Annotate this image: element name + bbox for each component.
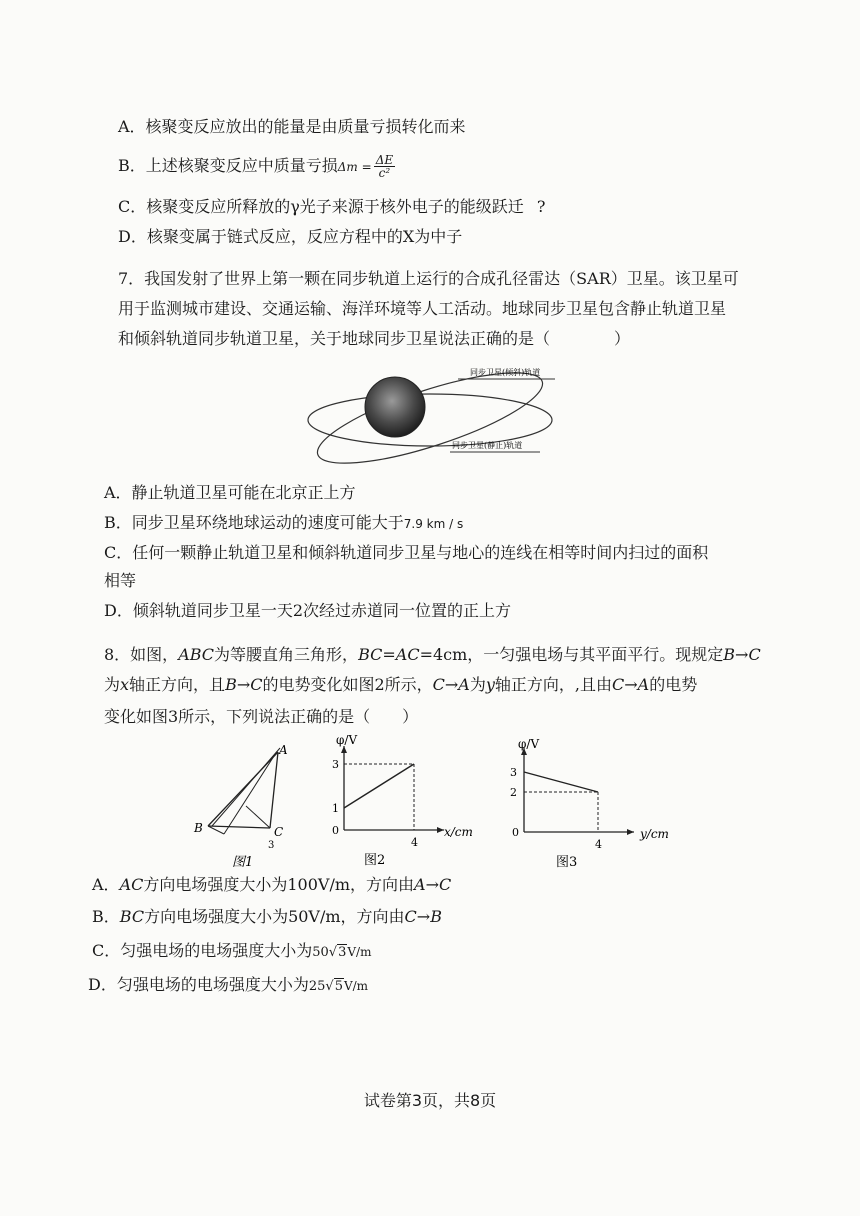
fig2-y-tick-3: 3	[332, 758, 339, 771]
q8-od-rad: 5	[334, 979, 343, 994]
fig2-series-line	[344, 764, 414, 808]
q8-stem-line-2	[104, 674, 697, 696]
q6-option-d: D．核聚变属于链式反应，反应方程中的X为中子	[118, 227, 463, 246]
q8-s2-x: x	[120, 675, 130, 694]
static-orbit-label: 同步卫星(静止)轨道	[452, 441, 523, 450]
q8-figure-2	[320, 730, 490, 872]
fig1-label-c: C	[274, 825, 284, 839]
fig3-ylabel: φ/V	[518, 737, 540, 751]
q6-option-b-lhs: Δm =	[337, 160, 372, 174]
fig1-label-b: B	[194, 821, 203, 835]
q8-stem-line-3: 变化如图3所示，下列说法正确的是（ ）	[104, 707, 419, 726]
fig2-x-tick-4: 4	[411, 836, 418, 849]
q8-option-a	[92, 874, 451, 896]
q8-s2-dir3: C→A	[612, 675, 650, 694]
page-footer: 试卷第3页，共8页	[363, 1091, 497, 1110]
q8-oc-unit: V/m	[347, 945, 372, 959]
q8-oc-rad: 3	[338, 945, 347, 960]
q8-oc-coef: 50	[312, 945, 329, 960]
q8-od-sqrt: 25√5	[308, 979, 343, 994]
q7-stem-line-2: 用于监测城市建设、交通运输、海洋环境等人工活动。地球同步卫星包含静止轨道卫星	[118, 299, 727, 318]
q6-option-b-denominator: c²	[378, 166, 391, 180]
q8-s2-b: 轴正方向，且	[129, 675, 226, 694]
q8-figure-3	[500, 732, 700, 874]
fig3-xlabel: y/cm	[640, 827, 669, 841]
q8-ob-ital: BC	[119, 907, 145, 926]
q6-option-b	[118, 154, 395, 179]
fig2-y-arrow-icon	[341, 746, 347, 753]
q7-option-c-line-2: 相等	[104, 571, 137, 590]
q8-oc-pre: C．匀强电场的电场强度大小为	[92, 941, 313, 960]
fig2-x-arrow-icon	[437, 827, 444, 833]
q6-option-b-text: B．上述核聚变反应中质量亏损	[118, 156, 338, 175]
fig1-tick: 3	[268, 840, 275, 851]
q8-stem-line-1	[104, 644, 761, 666]
earth-icon	[365, 377, 425, 437]
q6-option-c	[118, 196, 545, 218]
inclined-orbit-label: 同步卫星(倾斜)轨道	[470, 368, 541, 377]
q7-option-c-line-1: C．任何一颗静止轨道卫星和倾斜轨道同步卫星与地心的连线在相等时间内扫过的面积	[104, 543, 709, 562]
fig3-series-line	[524, 772, 598, 792]
fig3-x-arrow-icon	[627, 829, 634, 835]
q8-oa-pre: A．	[92, 875, 120, 894]
q8-oc-sqrt: 50√3	[312, 945, 347, 960]
q8-s2-e: 轴正方向，,且由	[494, 675, 613, 694]
q6-option-a: A．核聚变反应放出的能量是由质量亏损转化而来	[118, 117, 466, 136]
q6-option-b-fraction	[374, 154, 395, 179]
q8-s1-c: 4cm，一匀强电场与其平面平行。现规定	[432, 645, 724, 664]
q7-option-b-text: B．同步卫星环绕地球运动的速度可能大于	[104, 513, 404, 532]
fig2-xlabel: x/cm	[444, 825, 473, 839]
q8-s2-a: 为	[104, 675, 121, 694]
q8-figure-1	[190, 742, 310, 872]
fig3-x-tick-4: 4	[595, 838, 602, 851]
fig3-y-tick-3: 3	[510, 766, 517, 779]
q6-option-b-numerator: ΔE	[375, 153, 394, 167]
q6-option-c-mark: ?	[536, 197, 546, 216]
q8-s1-dir: B→C	[723, 645, 761, 664]
q7-stem-line-1: 7．我国发射了世界上第一颗在同步轨道上运行的合成孔径雷达（SAR）卫星。该卫星可	[118, 269, 739, 288]
fig1-label-a: A	[279, 743, 288, 757]
fig1-caption: 图1	[232, 855, 254, 870]
q8-ob-mid: 方向电场强度大小为50V/m，方向由	[144, 907, 405, 926]
q8-option-b	[92, 906, 442, 928]
q7-stem-line-3: 和倾斜轨道同步轨道卫星，关于地球同步卫星说法正确的是（ ）	[118, 329, 631, 348]
q8-s2-dir1: B→C	[225, 675, 263, 694]
q8-s1-bc: BC=AC=	[358, 645, 433, 664]
q8-oa-dir: A→C	[414, 875, 452, 894]
fig2-origin: 0	[332, 824, 339, 837]
q8-oa-ital: AC	[119, 875, 144, 894]
q6-option-c-text: C．核聚变反应所释放的γ光子来源于核外电子的能级跃迁	[118, 197, 524, 216]
q8-s2-f: 的电势	[649, 675, 698, 694]
q8-oa-mid: 方向电场强度大小为100V/m，方向由	[143, 875, 415, 894]
fig2-y-tick-1: 1	[332, 802, 339, 815]
q8-s2-c: 的电势变化如图2所示，	[262, 675, 433, 694]
q8-s1-b: 为等腰直角三角形，	[214, 645, 359, 664]
fig2-caption: 图2	[364, 853, 386, 868]
q8-s2-dir2: C→A	[432, 675, 470, 694]
fig3-caption: 图3	[556, 855, 578, 870]
q8-od-unit: V/m	[343, 979, 369, 993]
q7-option-a: A．静止轨道卫星可能在北京正上方	[104, 483, 356, 502]
fig3-y-tick-2: 2	[510, 786, 517, 799]
q8-od-pre: D．匀强电场的电场强度大小为	[88, 975, 309, 994]
q8-s1-a: 8．如图，	[104, 645, 179, 664]
q7-option-d: D．倾斜轨道同步卫星一天2次经过赤道同一位置的正上方	[104, 601, 512, 620]
q8-option-c	[92, 940, 371, 964]
q8-s2-y: y	[485, 675, 495, 694]
q8-s2-d: 为	[469, 675, 486, 694]
fig3-origin: 0	[512, 826, 519, 839]
q8-ob-dir: C→B	[404, 907, 442, 926]
q7-option-b-value: 7.9 km / s	[403, 517, 464, 531]
q7-option-b	[104, 512, 463, 535]
q8-option-d	[88, 974, 368, 998]
fig2-ylabel: φ/V	[336, 733, 358, 747]
q8-ob-pre: B．	[92, 907, 120, 926]
q8-s1-abc: ABC	[178, 645, 215, 664]
q7-orbit-figure	[300, 362, 580, 476]
q8-od-coef: 25	[308, 979, 326, 994]
equatorial-orbit	[308, 394, 552, 446]
